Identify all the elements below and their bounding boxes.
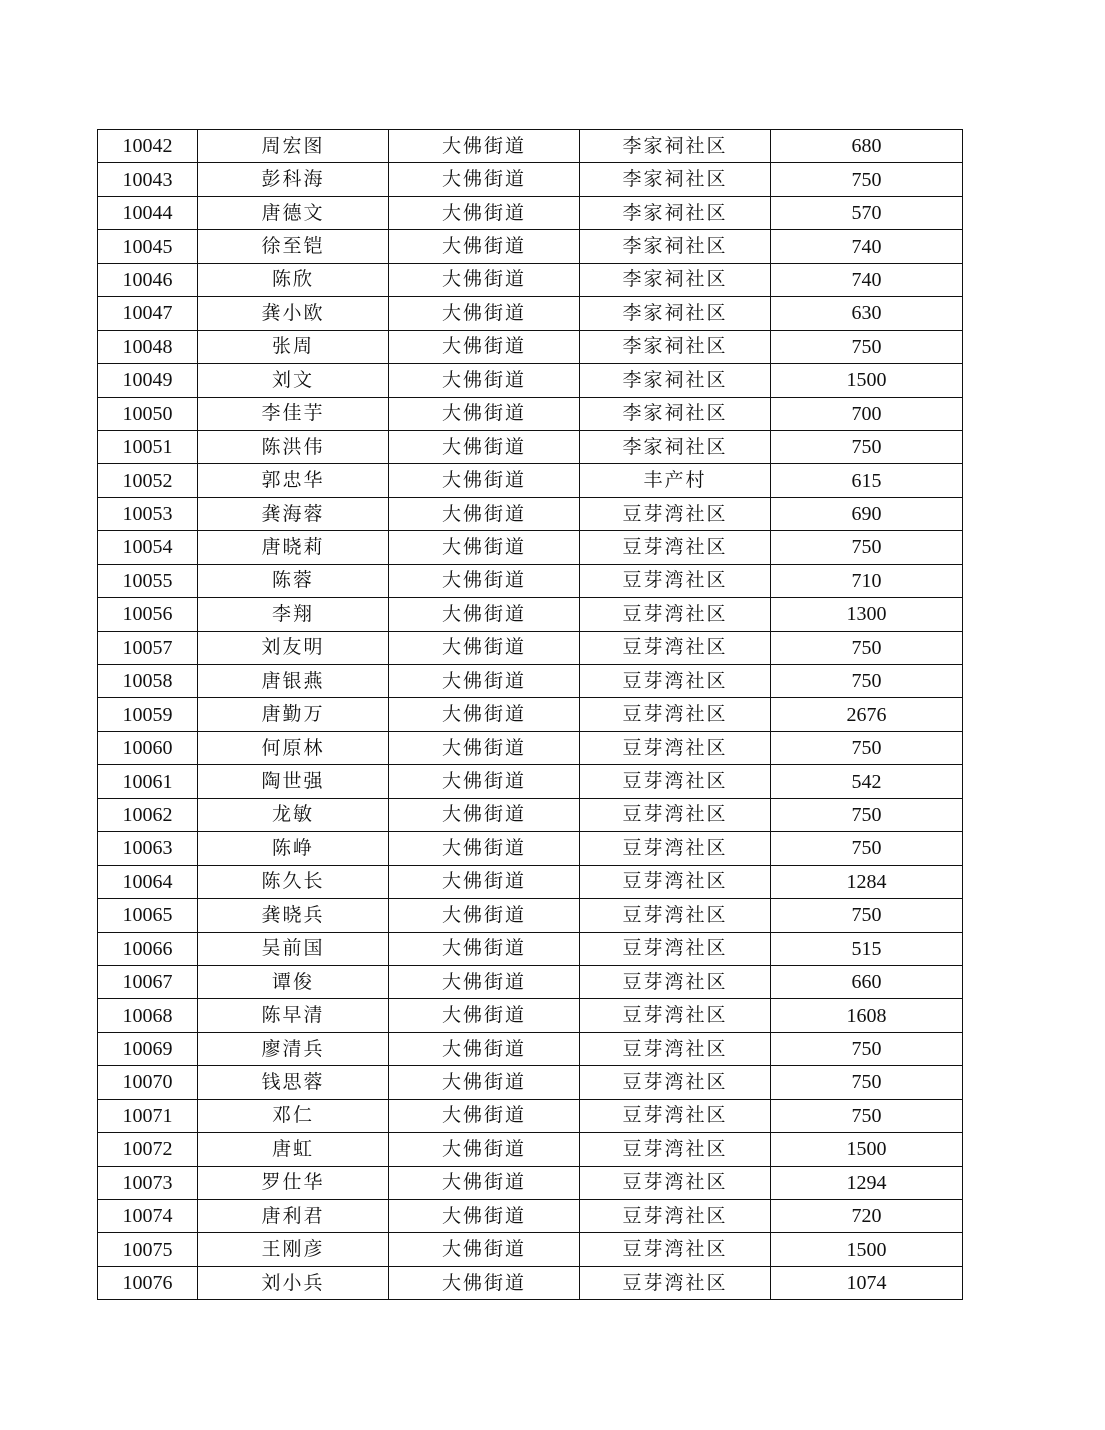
cell-name: 郭忠华 xyxy=(198,464,389,497)
cell-amount: 1284 xyxy=(771,865,963,898)
cell-street: 大佛街道 xyxy=(389,130,580,163)
cell-street: 大佛街道 xyxy=(389,297,580,330)
cell-name: 唐银燕 xyxy=(198,665,389,698)
cell-name: 彭科海 xyxy=(198,163,389,196)
cell-amount: 1500 xyxy=(771,364,963,397)
cell-community: 李家祠社区 xyxy=(580,230,771,263)
cell-community: 李家祠社区 xyxy=(580,163,771,196)
cell-name: 廖清兵 xyxy=(198,1032,389,1065)
cell-community: 豆芽湾社区 xyxy=(580,765,771,798)
cell-street: 大佛街道 xyxy=(389,598,580,631)
cell-community: 李家祠社区 xyxy=(580,130,771,163)
table-row xyxy=(98,531,963,564)
cell-name: 陈峥 xyxy=(198,832,389,865)
cell-name: 龚海蓉 xyxy=(198,497,389,530)
cell-community: 豆芽湾社区 xyxy=(580,1233,771,1266)
table-row xyxy=(98,765,963,798)
table-row xyxy=(98,497,963,530)
cell-id: 10050 xyxy=(98,397,198,430)
cell-community: 李家祠社区 xyxy=(580,430,771,463)
cell-community: 李家祠社区 xyxy=(580,330,771,363)
cell-name: 陈欣 xyxy=(198,263,389,296)
table-row xyxy=(98,464,963,497)
table-row xyxy=(98,865,963,898)
cell-name: 唐虹 xyxy=(198,1133,389,1166)
table-row xyxy=(98,1066,963,1099)
cell-community: 豆芽湾社区 xyxy=(580,965,771,998)
cell-id: 10043 xyxy=(98,163,198,196)
cell-id: 10042 xyxy=(98,130,198,163)
table-row xyxy=(98,1266,963,1299)
table-row xyxy=(98,1032,963,1065)
table-row xyxy=(98,1200,963,1233)
cell-amount: 720 xyxy=(771,1200,963,1233)
cell-id: 10061 xyxy=(98,765,198,798)
cell-community: 豆芽湾社区 xyxy=(580,698,771,731)
cell-name: 吴前国 xyxy=(198,932,389,965)
cell-amount: 750 xyxy=(771,1032,963,1065)
cell-street: 大佛街道 xyxy=(389,1266,580,1299)
table-row xyxy=(98,297,963,330)
cell-id: 10053 xyxy=(98,497,198,530)
cell-street: 大佛街道 xyxy=(389,1200,580,1233)
cell-street: 大佛街道 xyxy=(389,1032,580,1065)
table-row xyxy=(98,364,963,397)
cell-amount: 570 xyxy=(771,196,963,229)
cell-amount: 750 xyxy=(771,430,963,463)
cell-amount: 750 xyxy=(771,330,963,363)
cell-street: 大佛街道 xyxy=(389,497,580,530)
cell-id: 10074 xyxy=(98,1200,198,1233)
cell-amount: 750 xyxy=(771,1066,963,1099)
cell-name: 陈久长 xyxy=(198,865,389,898)
cell-name: 李翔 xyxy=(198,598,389,631)
table-row xyxy=(98,899,963,932)
table-row xyxy=(98,430,963,463)
table-row xyxy=(98,564,963,597)
cell-name: 刘小兵 xyxy=(198,1266,389,1299)
cell-community: 豆芽湾社区 xyxy=(580,798,771,831)
cell-name: 龙敏 xyxy=(198,798,389,831)
cell-amount: 680 xyxy=(771,130,963,163)
cell-name: 龚小欧 xyxy=(198,297,389,330)
cell-community: 李家祠社区 xyxy=(580,364,771,397)
cell-street: 大佛街道 xyxy=(389,1133,580,1166)
cell-amount: 740 xyxy=(771,263,963,296)
cell-id: 10059 xyxy=(98,698,198,731)
cell-street: 大佛街道 xyxy=(389,564,580,597)
cell-community: 豆芽湾社区 xyxy=(580,865,771,898)
table-row xyxy=(98,999,963,1032)
table-row xyxy=(98,965,963,998)
cell-id: 10060 xyxy=(98,731,198,764)
cell-street: 大佛街道 xyxy=(389,230,580,263)
table-row xyxy=(98,665,963,698)
cell-street: 大佛街道 xyxy=(389,999,580,1032)
cell-name: 张周 xyxy=(198,330,389,363)
cell-id: 10054 xyxy=(98,531,198,564)
cell-id: 10066 xyxy=(98,932,198,965)
table-row xyxy=(98,631,963,664)
table-row xyxy=(98,196,963,229)
cell-id: 10069 xyxy=(98,1032,198,1065)
table-row xyxy=(98,397,963,430)
cell-amount: 630 xyxy=(771,297,963,330)
cell-community: 豆芽湾社区 xyxy=(580,598,771,631)
table-row xyxy=(98,1166,963,1199)
cell-community: 豆芽湾社区 xyxy=(580,1266,771,1299)
cell-id: 10058 xyxy=(98,665,198,698)
table-row xyxy=(98,163,963,196)
cell-community: 李家祠社区 xyxy=(580,297,771,330)
table-row xyxy=(98,832,963,865)
cell-amount: 1294 xyxy=(771,1166,963,1199)
cell-street: 大佛街道 xyxy=(389,932,580,965)
cell-id: 10062 xyxy=(98,798,198,831)
cell-community: 豆芽湾社区 xyxy=(580,631,771,664)
cell-street: 大佛街道 xyxy=(389,430,580,463)
cell-id: 10044 xyxy=(98,196,198,229)
cell-amount: 515 xyxy=(771,932,963,965)
cell-street: 大佛街道 xyxy=(389,965,580,998)
cell-community: 豆芽湾社区 xyxy=(580,932,771,965)
cell-street: 大佛街道 xyxy=(389,1066,580,1099)
table-row xyxy=(98,263,963,296)
cell-name: 邓仁 xyxy=(198,1099,389,1132)
cell-community: 豆芽湾社区 xyxy=(580,1133,771,1166)
cell-community: 豆芽湾社区 xyxy=(580,665,771,698)
cell-street: 大佛街道 xyxy=(389,464,580,497)
cell-name: 唐利君 xyxy=(198,1200,389,1233)
cell-street: 大佛街道 xyxy=(389,364,580,397)
cell-name: 陶世强 xyxy=(198,765,389,798)
cell-id: 10076 xyxy=(98,1266,198,1299)
cell-id: 10065 xyxy=(98,899,198,932)
cell-street: 大佛街道 xyxy=(389,196,580,229)
records-table-body xyxy=(98,130,963,1300)
cell-name: 陈蓉 xyxy=(198,564,389,597)
cell-community: 豆芽湾社区 xyxy=(580,1099,771,1132)
cell-id: 10063 xyxy=(98,832,198,865)
cell-community: 豆芽湾社区 xyxy=(580,1032,771,1065)
cell-name: 徐至铠 xyxy=(198,230,389,263)
cell-street: 大佛街道 xyxy=(389,731,580,764)
cell-community: 李家祠社区 xyxy=(580,196,771,229)
cell-community: 豆芽湾社区 xyxy=(580,1066,771,1099)
records-table xyxy=(97,129,963,1300)
cell-community: 豆芽湾社区 xyxy=(580,832,771,865)
cell-amount: 740 xyxy=(771,230,963,263)
table-row xyxy=(98,932,963,965)
cell-name: 龚晓兵 xyxy=(198,899,389,932)
cell-id: 10052 xyxy=(98,464,198,497)
cell-community: 豆芽湾社区 xyxy=(580,564,771,597)
cell-name: 李佳芋 xyxy=(198,397,389,430)
cell-id: 10073 xyxy=(98,1166,198,1199)
table-row xyxy=(98,230,963,263)
cell-community: 豆芽湾社区 xyxy=(580,731,771,764)
cell-name: 陈早清 xyxy=(198,999,389,1032)
cell-amount: 2676 xyxy=(771,698,963,731)
cell-amount: 690 xyxy=(771,497,963,530)
cell-name: 何原林 xyxy=(198,731,389,764)
cell-id: 10067 xyxy=(98,965,198,998)
cell-street: 大佛街道 xyxy=(389,163,580,196)
cell-name: 唐晓莉 xyxy=(198,531,389,564)
table-row xyxy=(98,1233,963,1266)
cell-community: 豆芽湾社区 xyxy=(580,497,771,530)
cell-community: 豆芽湾社区 xyxy=(580,531,771,564)
cell-street: 大佛街道 xyxy=(389,397,580,430)
cell-id: 10046 xyxy=(98,263,198,296)
cell-street: 大佛街道 xyxy=(389,665,580,698)
cell-street: 大佛街道 xyxy=(389,631,580,664)
cell-street: 大佛街道 xyxy=(389,531,580,564)
cell-amount: 750 xyxy=(771,163,963,196)
cell-id: 10049 xyxy=(98,364,198,397)
cell-street: 大佛街道 xyxy=(389,1166,580,1199)
cell-amount: 750 xyxy=(771,631,963,664)
cell-id: 10075 xyxy=(98,1233,198,1266)
table-row xyxy=(98,598,963,631)
cell-amount: 750 xyxy=(771,531,963,564)
cell-id: 10070 xyxy=(98,1066,198,1099)
cell-id: 10056 xyxy=(98,598,198,631)
cell-amount: 750 xyxy=(771,665,963,698)
table-row xyxy=(98,330,963,363)
cell-id: 10045 xyxy=(98,230,198,263)
cell-amount: 1074 xyxy=(771,1266,963,1299)
cell-street: 大佛街道 xyxy=(389,1099,580,1132)
cell-amount: 615 xyxy=(771,464,963,497)
cell-community: 豆芽湾社区 xyxy=(580,1166,771,1199)
cell-name: 钱思蓉 xyxy=(198,1066,389,1099)
cell-name: 唐勤万 xyxy=(198,698,389,731)
table-row xyxy=(98,130,963,163)
cell-name: 周宏图 xyxy=(198,130,389,163)
cell-street: 大佛街道 xyxy=(389,865,580,898)
table-row xyxy=(98,698,963,731)
cell-street: 大佛街道 xyxy=(389,1233,580,1266)
cell-street: 大佛街道 xyxy=(389,765,580,798)
cell-name: 陈洪伟 xyxy=(198,430,389,463)
cell-id: 10047 xyxy=(98,297,198,330)
cell-amount: 750 xyxy=(771,798,963,831)
cell-street: 大佛街道 xyxy=(389,798,580,831)
cell-street: 大佛街道 xyxy=(389,832,580,865)
cell-street: 大佛街道 xyxy=(389,330,580,363)
cell-id: 10068 xyxy=(98,999,198,1032)
cell-amount: 1300 xyxy=(771,598,963,631)
table-row xyxy=(98,731,963,764)
cell-name: 王刚彦 xyxy=(198,1233,389,1266)
cell-community: 豆芽湾社区 xyxy=(580,899,771,932)
cell-amount: 710 xyxy=(771,564,963,597)
cell-name: 刘文 xyxy=(198,364,389,397)
cell-street: 大佛街道 xyxy=(389,263,580,296)
cell-street: 大佛街道 xyxy=(389,899,580,932)
cell-id: 10057 xyxy=(98,631,198,664)
cell-community: 李家祠社区 xyxy=(580,263,771,296)
cell-amount: 700 xyxy=(771,397,963,430)
cell-name: 谭俊 xyxy=(198,965,389,998)
cell-id: 10055 xyxy=(98,564,198,597)
table-row xyxy=(98,798,963,831)
cell-name: 刘友明 xyxy=(198,631,389,664)
cell-amount: 542 xyxy=(771,765,963,798)
cell-amount: 1608 xyxy=(771,999,963,1032)
cell-id: 10071 xyxy=(98,1099,198,1132)
cell-community: 李家祠社区 xyxy=(580,397,771,430)
table-row xyxy=(98,1099,963,1132)
cell-amount: 1500 xyxy=(771,1233,963,1266)
cell-id: 10064 xyxy=(98,865,198,898)
cell-community: 豆芽湾社区 xyxy=(580,1200,771,1233)
cell-amount: 750 xyxy=(771,899,963,932)
cell-name: 罗仕华 xyxy=(198,1166,389,1199)
cell-community: 丰产村 xyxy=(580,464,771,497)
cell-amount: 1500 xyxy=(771,1133,963,1166)
cell-street: 大佛街道 xyxy=(389,698,580,731)
cell-name: 唐德文 xyxy=(198,196,389,229)
cell-amount: 660 xyxy=(771,965,963,998)
cell-amount: 750 xyxy=(771,731,963,764)
cell-id: 10072 xyxy=(98,1133,198,1166)
cell-amount: 750 xyxy=(771,1099,963,1132)
cell-amount: 750 xyxy=(771,832,963,865)
cell-community: 豆芽湾社区 xyxy=(580,999,771,1032)
table-row xyxy=(98,1133,963,1166)
cell-id: 10051 xyxy=(98,430,198,463)
cell-id: 10048 xyxy=(98,330,198,363)
